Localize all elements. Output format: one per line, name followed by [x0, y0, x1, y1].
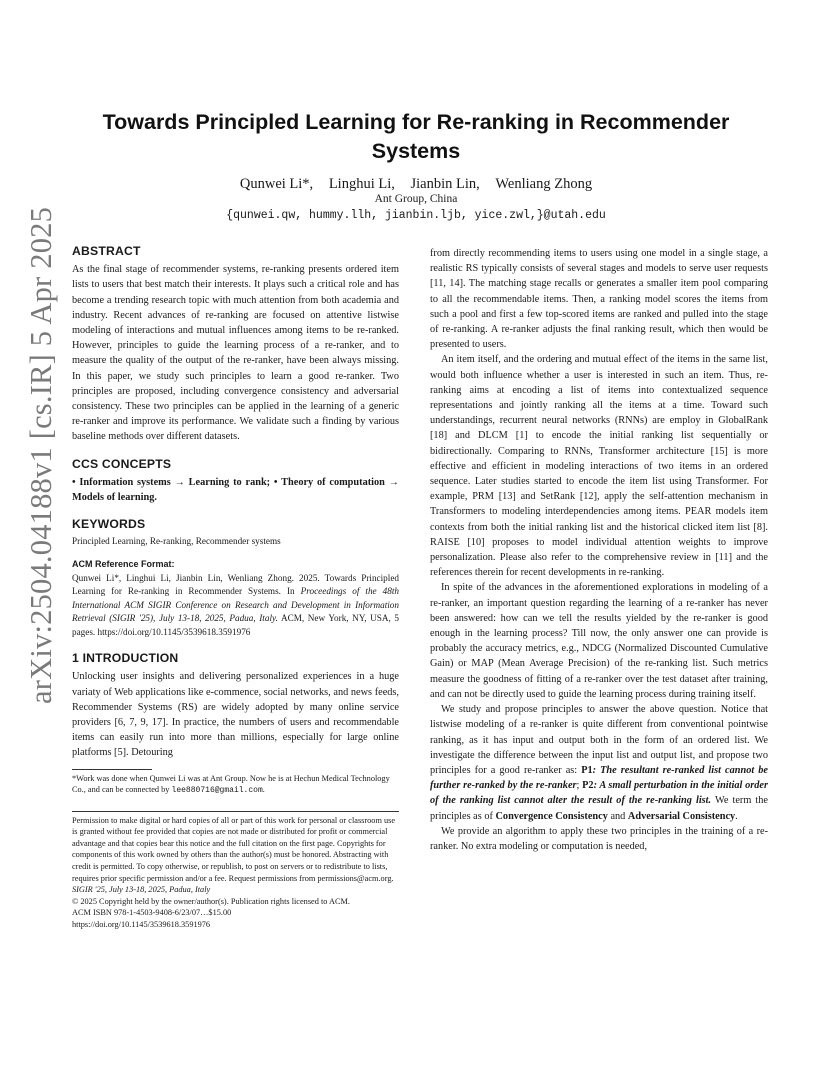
permission-block — [72, 815, 399, 931]
body-paragraph: We provide an algorithm to apply these two principles in the training of a re-ranker. No extra modeling or computation is needed, — [430, 825, 768, 852]
author-list — [72, 174, 760, 194]
left-column — [72, 244, 399, 931]
acm-ref-proceedings: Proceedings of the 48th International ACM SIGIR Conference on Research and Development in Information Retrieval (SIGIR '25), July 13-18, 2025, Padua, Italy. — [72, 586, 399, 624]
introduction-section — [72, 651, 399, 760]
principle-text: : A small perturbation in the initial order of the ranking list cannot alter the result of the re-ranking list. — [430, 780, 769, 807]
body-paragraph: In spite of the advances in the aforementioned explorations in modeling of a re-ranker, an important question regarding the learning of a re-ranker has never been answered: how can we tell the results yielded by the re-ranker is good enough in the learning process? Till now, the only answer one can provide is probably the accuracy metrics, e.g., NDCG (Normalized Discounted Cumulative Gain) or MAP (Mean Average Precision) of the re-ranking list. Such metrics measure the goodness of fitting of a re-ranker over the test dataset after training, and can not be directly used to guide the learning process during training itself. — [430, 582, 768, 700]
acm-reference-text — [72, 572, 399, 639]
permission-divider — [72, 811, 399, 812]
principle-term: Adversarial Consistency — [627, 810, 736, 822]
body-paragraph: An item itself, and the ordering and mutual effect of the items in the same list, would both influence whether a user is interested in such an item. Thus, re-ranking aims at encoding a list of items into contextualized sequence representations and jointly ranking all the items at a time. Toward such understandings, recurrent neural networks (RNNs) are employ in GlobalRank [18] and DLCM [1] to encode the initial ranking list sequentially or bidirectionally. Comparing to RNNs, Transformer architecture [15] is more effective and efficient in modeling interactions of two items in an ordered sequence. Later studies started to encode the item list using Transformer. For example, PRM [13] and SetRank [12], apply the self-attention mechanism in Transformers to modeling interdependencies among items. PEAR models item contexts from both the initial ranking list and the historical clicked item list [8]. RAISE [10] proposes to model individual attention weights to improve personalization. Please also refer to the comprehensive review in [11] and the references therein for recent developments in re-ranking. — [430, 354, 768, 579]
right-column — [430, 246, 768, 854]
keywords-section — [72, 517, 399, 549]
principles-paragraph: We study and propose principles to answer the above question. Notice that listwise modeling of a re-ranker is quite different from conventional pointwise ranking, as it has input and output both in the form of an ordered list. We investigate the difference between the input list and output list, and propose two principles for a good re-ranker as: P1: The resultant re-ranked list cannot be further re-ranked by the re-ranker; P2: A small perturbation in the initial order of the ranking list cannot alter the result of the re-ranking list. We term the principles as of Convergence Consistency and Adversarial Consistency. — [430, 704, 769, 822]
arxiv-side-banner: arXiv:2504.04188v1 [cs.IR] 5 Apr 2025 — [24, 206, 58, 704]
acm-ref-tail: ACM, New York, NY, USA, 5 pages. https://doi.org/10.1145/3539618.3591976 — [72, 613, 399, 637]
acm-ref-authors: Qunwei Li*, Linghui Li, Jianbin Lin, Wenliang Zhong. 2025. Towards Principled Learning for Re-ranking in Recommender Systems. In — [72, 573, 399, 597]
author-name: Jianbin Lin, — [410, 176, 480, 192]
author-name: Linghui Li, — [328, 176, 395, 192]
copyright-line: © 2025 Copyright held by the owner/author(s). Publication rights licensed to ACM. — [72, 896, 350, 906]
isbn-line: ACM ISBN 978-1-4503-9408-6/23/07…$15.00 — [72, 908, 232, 918]
principle-text: : The resultant re-ranked list cannot be further re-ranked by the re-ranker — [430, 764, 768, 792]
principle-term: Convergence Consistency — [495, 810, 608, 822]
footnote-email: lee880716@gmail.com — [171, 786, 263, 796]
doi-line: https://doi.org/10.1145/3539618.3591976 — [72, 920, 211, 930]
abstract-text: As the final stage of recommender systems, re-ranking presents ordered item lists to users that best match their interests. It plays such a critical role and has become a trending research topic with much attention from both academia and industry. Recent advances of re-ranking are focused on attentive listwise modeling of interactions and mutual influences among items to be re-ranked. However, principles to guide the learning process of a re-ranker, and to measure the quality of the output of the re-ranker, have been always missing. In this paper, we study such principles to learn a good re-ranker. Two principles are proposed, including convergence consistency and adversarial consistency. These two principles can be applied in the learning of a generic re-ranker and improve its performance. We validate such a finding by various baseline methods over different datasets. — [72, 264, 399, 443]
body-paragraph: from directly recommending items to users using one model in a single stage, a realistic RS typically consists of several stages and models to serve user requests [11, 14]. The matching stage recalls or generates a smaller item pool comparing to all the recommendable items. Then, a ranking model scores the items from such a pool and first a few top-scored items are ranked and pulled into the stage of re-ranking. A re-ranker adjusts the final ranking result, which then would be presented to users. — [430, 248, 768, 351]
paper-title: Towards Principled Learning for Re-ranking in Recommender Systems — [102, 110, 730, 163]
author-name: Qunwei Li*, — [239, 176, 314, 192]
acm-reference-heading: ACM Reference Format: — [72, 558, 175, 569]
ccs-section — [72, 457, 399, 506]
principle-label: P2 — [582, 780, 594, 792]
keywords-text: Principled Learning, Re-ranking, Recommender systems — [72, 536, 281, 547]
footnote-divider — [72, 769, 152, 770]
principle-label: P1 — [581, 764, 593, 776]
abstract-heading: ABSTRACT — [72, 244, 141, 258]
permission-text: Permission to make digital or hard copies of all or part of this work for personal or classroom use is granted without fee provided that copies are not made or distributed for profit or commercial advantage and that copies bear this notice and the full citation on the first page. Copyrights for components of this work owned by others than the author(s) must be honored. Abstracting with credit is permitted. To copy otherwise, or republish, to post on servers or to redistribute to lists, requires prior specific permission and/or a fee. Request permissions from permissions@acm.org. — [72, 815, 396, 883]
intro-paragraph: Unlocking user insights and delivering personalized experiences in a huge variaty of Web applications like e-commence, social networks, and news feeds, Recommender Systems (RS) are widely adopted by many online service providers [6, 7, 9, 17]. In practice, the numbers of users and recommendable items can easily run into more than millions, especially for large online platforms [5]. Detouring — [72, 671, 399, 759]
ccs-heading: CCS CONCEPTS — [72, 456, 172, 471]
author-emails: {qunwei.qw, hummy.llh, jianbin.ljb, yice.zwl,}@utah.edu — [226, 209, 606, 222]
introduction-heading: 1 INTRODUCTION — [72, 651, 179, 666]
affiliation: Ant Group, China — [374, 193, 458, 205]
ccs-text: • Information systems → Learning to rank; • Theory of computation → Models of learning. — [72, 476, 399, 504]
author-name: Wenliang Zhong — [495, 176, 593, 192]
venue-line: SIGIR '25, July 13-18, 2025, Padua, Italy — [72, 885, 211, 895]
author-footnote: *Work was done when Qunwei Li was at Ant Group. Now he is at Hechun Medical Technology Co., and can be connected by lee880716@gmail.com. — [72, 773, 390, 796]
keywords-heading: KEYWORDS — [72, 517, 146, 532]
